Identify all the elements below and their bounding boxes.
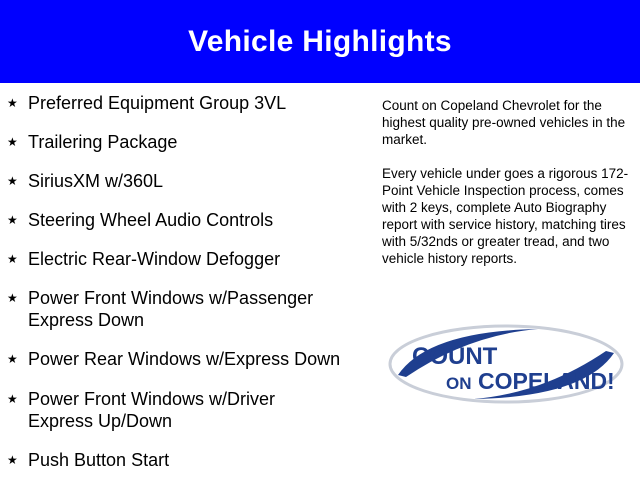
list-item bbox=[7, 170, 367, 192]
info-paragraph: Every vehicle under goes a rigorous 172-Point Vehicle Inspection process, comes with 2 keys, complete Auto Biography report with service history, matching tires with 5/32nds or greater tread, and two vehicle history reports. bbox=[382, 166, 629, 266]
star-icon: ★ bbox=[7, 291, 18, 305]
feature-label: Preferred Equipment Group 3VL bbox=[28, 93, 287, 113]
feature-label: SiriusXM w/360L bbox=[28, 171, 164, 191]
star-icon: ★ bbox=[7, 174, 18, 188]
list-item bbox=[7, 248, 367, 270]
logo-word-count: COUNT bbox=[412, 343, 498, 370]
feature-label: Power Front Windows w/Passenger Express Down bbox=[28, 288, 314, 330]
feature-label: Trailering Package bbox=[28, 132, 178, 152]
feature-label: Power Front Windows w/Driver Express Up/Down bbox=[28, 389, 276, 431]
list-item bbox=[7, 388, 307, 432]
star-icon: ★ bbox=[7, 392, 18, 406]
star-icon: ★ bbox=[7, 213, 18, 227]
dealer-info bbox=[382, 97, 632, 284]
list-item bbox=[7, 92, 367, 114]
star-icon: ★ bbox=[7, 453, 18, 467]
list-item bbox=[7, 131, 367, 153]
feature-label: Steering Wheel Audio Controls bbox=[28, 210, 274, 230]
logo-word-on: ON bbox=[446, 374, 472, 393]
page-title: Vehicle Highlights bbox=[188, 24, 452, 58]
feature-label: Electric Rear-Window Defogger bbox=[28, 249, 281, 269]
info-paragraph: Count on Copeland Chevrolet for the highest quality pre-owned vehicles in the market. bbox=[382, 98, 626, 147]
logo-graphic bbox=[388, 323, 624, 405]
star-icon: ★ bbox=[7, 352, 18, 366]
count-on-copeland-logo bbox=[388, 323, 624, 405]
list-item bbox=[7, 449, 367, 471]
feature-label: Push Button Start bbox=[28, 450, 170, 470]
star-icon: ★ bbox=[7, 96, 18, 110]
feature-label: Power Rear Windows w/Express Down bbox=[28, 349, 341, 369]
logo-word-copeland: COPELAND! bbox=[478, 368, 615, 394]
list-item bbox=[7, 348, 367, 370]
star-icon: ★ bbox=[7, 135, 18, 149]
star-icon: ★ bbox=[7, 252, 18, 266]
list-item bbox=[7, 209, 367, 231]
list-item bbox=[7, 287, 337, 331]
